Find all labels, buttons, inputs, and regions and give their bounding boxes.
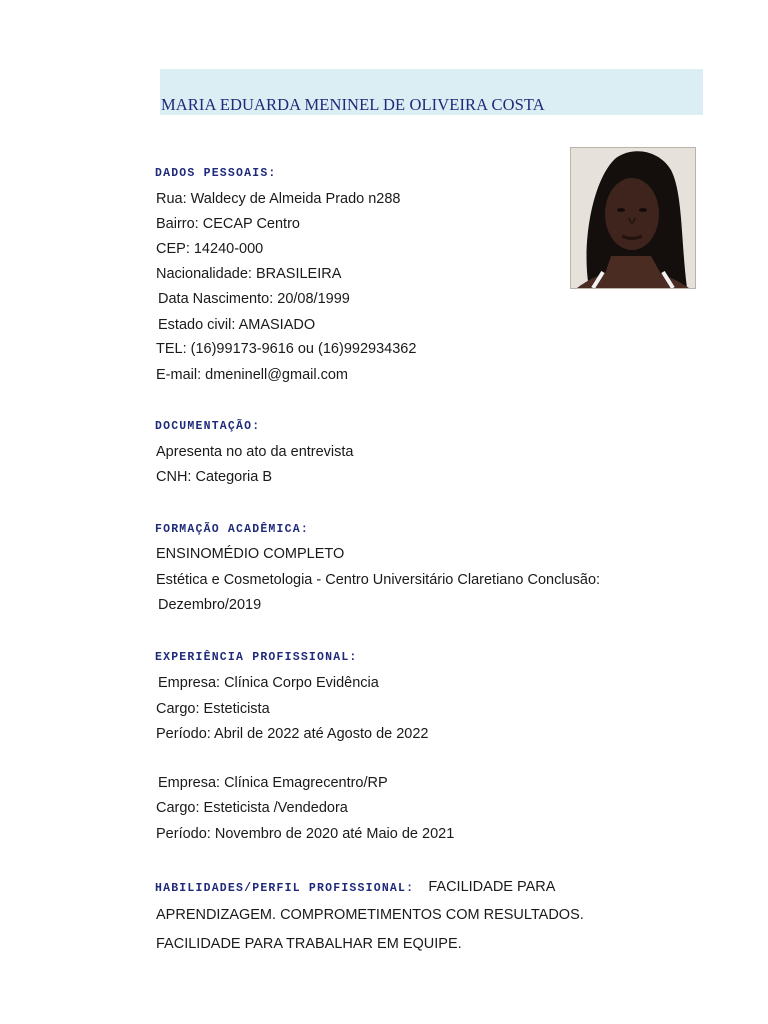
education-line-3: Dezembro/2019 — [158, 597, 262, 613]
email: E-mail: dmeninell@gmail.com — [156, 367, 348, 383]
experience-heading: EXPERIÊNCIA PROFISSIONAL: — [155, 651, 358, 664]
job-1-company: Empresa: Clínica Corpo Evidência — [158, 675, 379, 691]
skills-line-3: FACILIDADE PARA TRABALHAR EM EQUIPE. — [156, 936, 462, 952]
address-cep: CEP: 14240-000 — [156, 241, 264, 257]
nationality: Nacionalidade: BRASILEIRA — [156, 266, 342, 282]
documentation-line-1: Apresenta no ato da entrevista — [156, 444, 354, 460]
skills-heading — [155, 879, 555, 895]
education-heading: FORMAÇÃO ACADÊMICA: — [155, 523, 309, 536]
birth-date: Data Nascimento: 20/08/1999 — [158, 291, 350, 307]
education-line-2: Estética e Cosmetologia - Centro Universitário Claretiano Conclusão: — [156, 572, 601, 588]
phone: TEL: (16)99173-9616 ou (16)992934362 — [156, 341, 417, 357]
documentation-line-2: CNH: Categoria B — [156, 469, 273, 485]
skills-heading-label: HABILIDADES/PERFIL PROFISSIONAL: — [155, 882, 415, 895]
address-neighborhood: Bairro: CECAP Centro — [156, 216, 300, 232]
profile-photo — [570, 147, 696, 289]
skills-line-1: FACILIDADE PARA — [428, 879, 556, 895]
job-1-role: Cargo: Esteticista — [156, 701, 270, 717]
personal-data-heading: DADOS PESSOAIS: — [155, 167, 277, 180]
education-line-1: ENSINOMÉDIO COMPLETO — [156, 546, 345, 562]
job-2-role: Cargo: Esteticista /Vendedora — [156, 800, 348, 816]
skills-line-2: APRENDIZAGEM. COMPROMETIMENTOS COM RESULTADOS. — [156, 907, 584, 923]
marital-status: Estado civil: AMASIADO — [158, 317, 316, 333]
candidate-name: MARIA EDUARDA MENINEL DE OLIVEIRA COSTA — [161, 95, 545, 114]
job-2-period: Período: Novembro de 2020 até Maio de 2021 — [156, 826, 455, 842]
job-2-company: Empresa: Clínica Emagrecentro/RP — [158, 775, 388, 791]
address-street: Rua: Waldecy de Almeida Prado n288 — [156, 191, 401, 207]
job-1-period: Período: Abril de 2022 até Agosto de 2022 — [156, 726, 429, 742]
documentation-heading: DOCUMENTAÇÃO: — [155, 420, 261, 433]
